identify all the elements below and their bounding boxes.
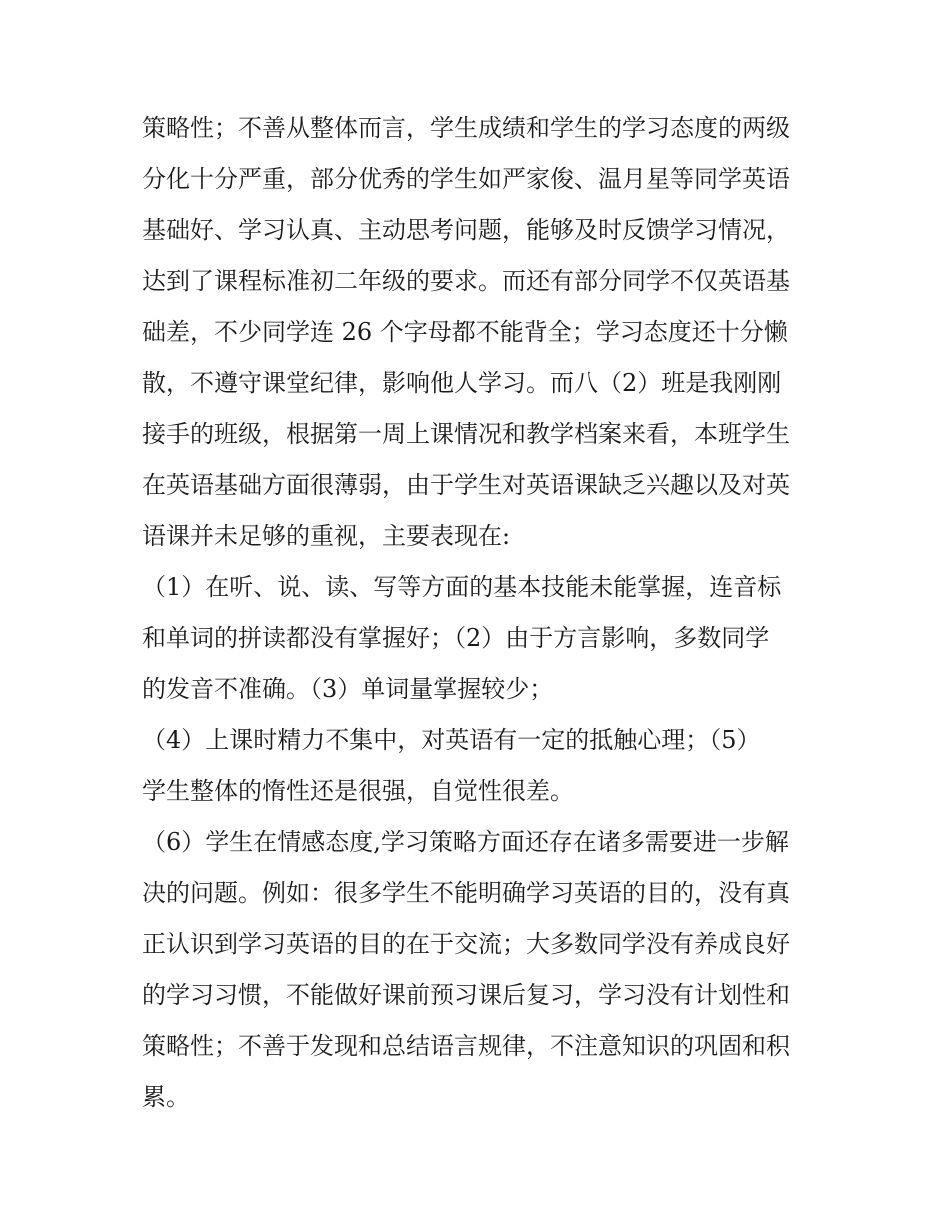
text-line: 散，不遵守课堂纪律，影响他人学习。而八（2）班是我刚刚 (142, 369, 782, 397)
text-line: 的学习习惯，不能做好课前预习课后复习，学习没有计划性和 (142, 981, 790, 1009)
text-line: （1）在听、说、读、写等方面的基本技能未能掌握，连音标 (142, 573, 782, 601)
text-line: 接手的班级，根据第一周上课情况和教学档案来看，本班学生 (142, 420, 790, 448)
text-line: 策略性；不善从整体而言，学生成绩和学生的学习态度的两级 (142, 114, 790, 142)
text-line: 在英语基础方面很薄弱，由于学生对英语课缺乏兴趣以及对英 (142, 471, 790, 499)
body-text (142, 103, 822, 1123)
text-line: 语课并未足够的重视，主要表现在: (142, 522, 511, 550)
text-line: （6）学生在情感态度,学习策略方面还存在诸多需要进一步解 (142, 828, 789, 856)
text-line: 达到了课程标准初二年级的要求。而还有部分同学不仅英语基 (142, 267, 790, 295)
text-line: 分化十分严重，部分优秀的学生如严家俊、温月星等同学英语 (142, 165, 790, 193)
text-line: 累。 (142, 1083, 190, 1111)
text-line: 决的问题。例如：很多学生不能明确学习英语的目的，没有真 (142, 879, 790, 907)
text-line: 学生整体的惰性还是很强，自觉性很差。 (142, 777, 574, 805)
text-line: 和单词的拼读都没有掌握好；（2）由于方言影响，多数同学 (142, 624, 770, 652)
text-line: 础差，不少同学连 26 个字母都不能背全；学习态度还十分懒 (142, 318, 788, 346)
text-line: 策略性；不善于发现和总结语言规律，不注意知识的巩固和积 (142, 1032, 790, 1060)
text-line: （4）上课时精力不集中，对英语有一定的抵触心理；（5） (142, 726, 761, 754)
text-line: 正认识到学习英语的目的在于交流；大多数同学没有养成良好 (142, 930, 790, 958)
text-line: 的发音不准确。（3）单词量掌握较少； (142, 675, 554, 703)
text-line: 基础好、学习认真、主动思考问题，能够及时反馈学习情况， (142, 216, 790, 244)
